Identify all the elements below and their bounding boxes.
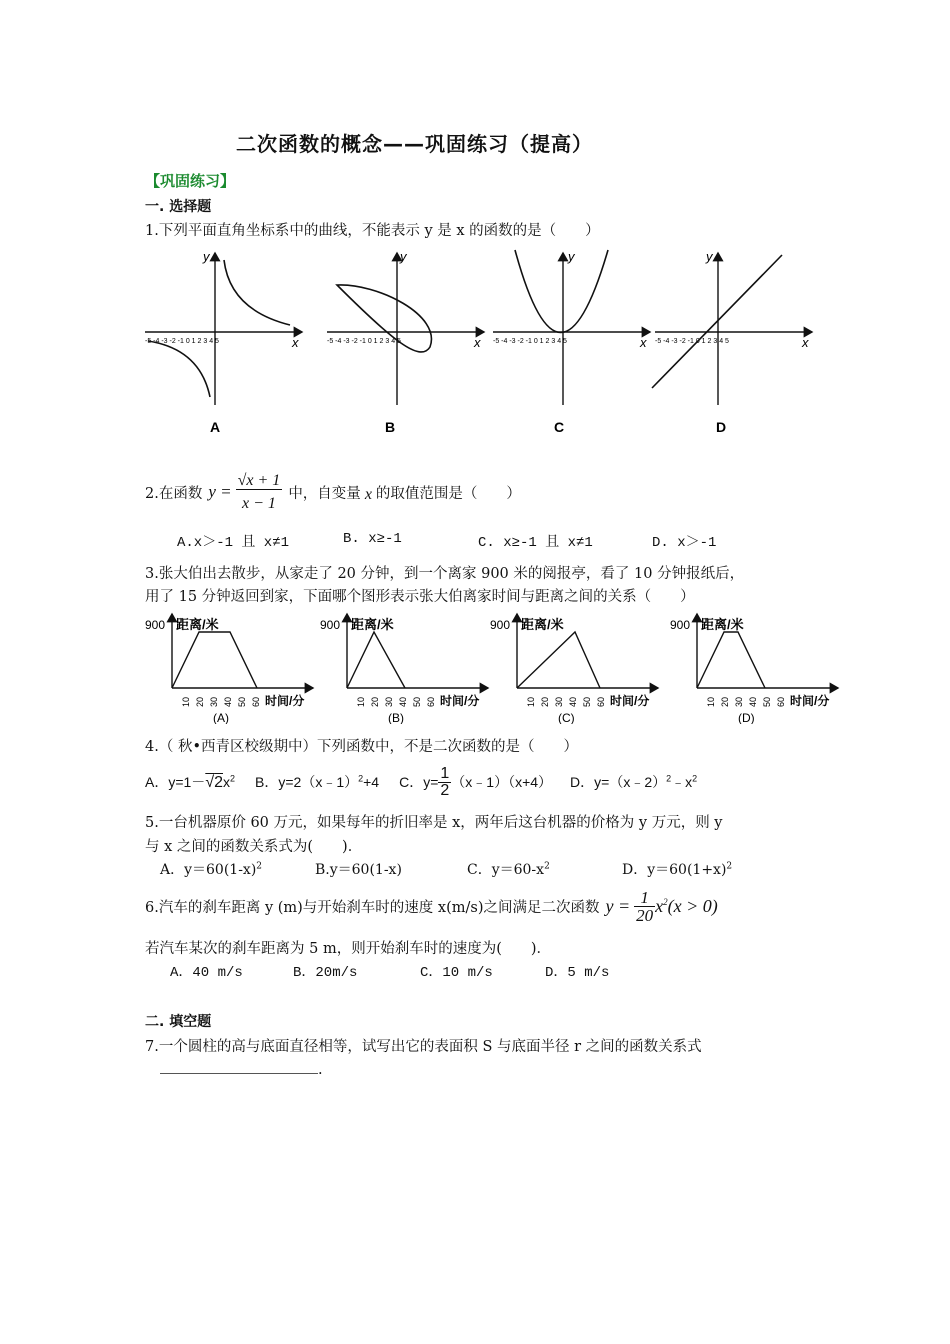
q3d-tick: 40 [748,696,758,707]
graph-b-caption: B [385,419,396,435]
q3b-y-label: 距离/米 [351,617,394,632]
q3b-tick: 30 [384,696,394,707]
q1-graphs [140,245,820,440]
q3d-tick: 10 [706,696,716,707]
q3b-tick: 10 [356,696,366,707]
graph-b-x-ticks: -5 -4 -3 -2 -1 0 1 2 3 4 5 [327,338,401,345]
q2-denominator: x − 1 [242,494,276,512]
q3-graph-c [490,614,658,724]
q3b-caption: (B) [388,711,404,724]
q3-graph-d [670,614,838,724]
graph-a-x-label: x [292,335,299,350]
q5-option-d: D．$y=60(1+x)^2$ [622,861,733,878]
q3a-y-top: 900 [145,618,166,632]
q2-option-b: B. x≥-1 [343,531,402,547]
graph-c-caption: C [554,419,565,435]
graph-d-y-label: y [706,249,713,264]
q3c-y-label: 距离/米 [521,617,564,632]
q2-suffix: 的取值范围是（ ） [375,485,521,502]
q6-func-tail: $x^2(x > 0)$ [655,895,718,916]
q3a-y-label: 距离/米 [176,617,219,632]
q3c-tick: 10 [526,696,536,707]
question-2 [145,462,521,522]
question-3-line2: 用了 15 分钟返回到家，下面哪个图形表示张大伯离家时间与距离之间的关系（ ） [145,589,695,605]
q3d-tick: 30 [734,696,744,707]
q3c-tick: 60 [596,696,606,707]
q3c-caption: (C) [558,711,575,724]
graph-d-x-ticks: -5 -4 -3 -2 -1 0 1 2 3 4 5 [655,338,729,345]
q5-option-c: C．$y=60-x^2$ [467,861,550,878]
section-tag: 【巩固练习】 [145,172,236,190]
graph-a [145,249,302,435]
question-1: 1.下列平面直角坐标系中的曲线，不能表示 y 是 x 的函数的是（ ） [145,223,600,239]
q3c-tick: 30 [554,696,564,707]
q3a-caption: (A) [213,711,229,724]
q4-option-a: A．$y=1-√2x^2$ [145,773,236,791]
graph-b-y-label: y [400,249,407,264]
q2-numerator: √x + 1 [237,471,281,489]
q2-prefix: 2.在函数 [145,485,203,502]
q3a-tick: 50 [237,696,247,707]
q3b-tick: 20 [370,696,380,707]
question-7: 7.一个圆柱的高与底面直径相等，试写出它的表面积 S 与底面半径 r 之间的函数关系式 [145,1039,702,1055]
graph-b-x-label: x [474,335,481,350]
q3a-tick: 30 [209,696,219,707]
graph-d [652,249,812,435]
section-heading-fill: 二. 填空题 [145,1014,212,1030]
q2-fraction [236,473,283,512]
section-heading-choice: 一. 选择题 [145,199,212,215]
q2-func-y: y = [208,482,232,501]
q3d-tick: 20 [720,696,730,707]
q3a-tick: 40 [223,696,233,707]
q4-options [145,762,697,802]
q2-mid: 中，自变量 [288,485,361,502]
q6-option-a: A．40 m/s [170,965,243,981]
graph-b [327,249,484,435]
q6-option-d: D．5 m/s [545,965,610,981]
q3c-tick: 40 [568,696,578,707]
page-title: 二次函数的概念——巩固练习（提高） [236,132,593,156]
graph-a-caption: A [210,419,221,435]
q6-option-b: B．20m/s [293,965,358,981]
q4-option-c: C．y= $\frac{1}{2}$ （x﹣1）（x+4） [399,764,553,799]
q3c-y-top: 900 [490,618,511,632]
graph-a-y-label: y [203,249,210,264]
question-6-line2: 若汽车某次的刹车距离为 5 m，则开始刹车时的速度为( )． [145,941,552,957]
graph-c-y-label: y [568,249,575,264]
q6-func-y: y = [605,895,631,916]
q3a-tick: 10 [181,696,191,707]
q5-option-b: B.y＝60(1-x) [315,862,402,878]
question-5-line1: 5.一台机器原价 60 万元，如果每年的折旧率是 x，两年后这台机器的价格为 y 万元，则 y [145,815,723,831]
question-4: 4.（ 秋•西青区校级期中）下列函数中，不是二次函数的是（ ） [145,739,578,755]
question-5-line2: 与 x 之间的函数关系式为( )． [145,839,363,855]
q3c-tick: 50 [582,696,592,707]
question-6 [145,884,718,928]
q3a-tick: 60 [251,696,261,707]
q3b-tick: 60 [426,696,436,707]
q4-option-b: B．y=2（x﹣1）$^2$+4 [255,773,380,790]
q2-option-c: C. x≥-1 且 x≠1 [478,535,593,551]
q3d-x-label: 时间/分 [790,694,830,708]
q3d-y-label: 距离/米 [701,617,744,632]
graph-c-x-ticks: -5 -4 -3 -2 -1 0 1 2 3 4 5 [493,338,567,345]
q7-answer-line: . [160,1059,323,1078]
graph-d-caption: D [716,419,727,435]
q3b-x-label: 时间/分 [440,694,480,708]
q2-option-d: D. x＞-1 [652,535,717,551]
q6-fraction: $\frac{1}{20}$ [636,887,654,925]
q6-prefix: 6.汽车的刹车距离 y (m)与开始刹车时的速度 x(m/s)之间满足二次函数 [145,899,600,916]
q3a-tick: 20 [195,696,205,707]
graph-d-x-label: x [802,335,809,350]
q7-blank [160,1059,318,1074]
graph-c [493,249,650,435]
q3-graphs [140,612,850,724]
q3d-tick: 60 [776,696,786,707]
question-3-line1: 3.张大伯出去散步，从家走了 20 分钟，到一个离家 900 米的阅报亭，看了 10 分钟报纸后， [145,566,745,582]
graph-c-x-label: x [640,335,647,350]
q5-option-a: A．$y=60(1-x)^2$ [160,861,263,878]
q3b-tick: 50 [412,696,422,707]
q2-var: x [364,486,372,503]
q3d-caption: (D) [738,711,755,724]
q2-option-a: A.x＞-1 且 x≠1 [177,535,290,551]
q3c-tick: 20 [540,696,550,707]
graph-a-x-ticks: -5 -4 -3 -2 -1 0 1 2 3 4 5 [145,338,219,345]
q3a-x-label: 时间/分 [265,694,305,708]
q3c-x-label: 时间/分 [610,694,650,708]
q3-graph-a [145,614,313,724]
q3b-y-top: 900 [320,618,341,632]
q4-option-d: D．$y=(x﹣2)^2﹣x^2$ [570,773,698,790]
q3b-tick: 40 [398,696,408,707]
q3-graph-b [320,614,488,724]
q3d-y-top: 900 [670,618,691,632]
q6-option-c: C．10 m/s [420,965,493,981]
q3d-tick: 50 [762,696,772,707]
